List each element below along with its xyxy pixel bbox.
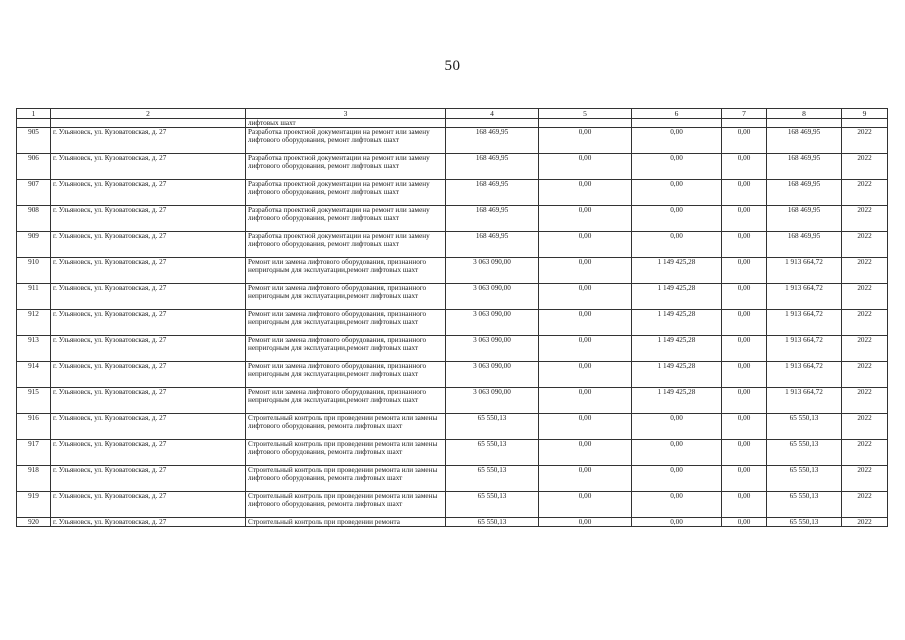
row-year: 2022 — [842, 284, 888, 310]
row-total-cost: 168 469,95 — [446, 154, 539, 180]
row-year: 2022 — [842, 336, 888, 362]
row-cost-col6: 1 149 425,28 — [632, 362, 722, 388]
row-year: 2022 — [842, 258, 888, 284]
table-row — [17, 284, 888, 310]
row-number: 906 — [17, 154, 51, 180]
row-total-cost: 65 550,13 — [446, 518, 539, 527]
row-cost-col8: 1 913 664,72 — [767, 336, 842, 362]
column-header: 3 — [246, 109, 446, 119]
row-work-type: Ремонт или замена лифтового оборудования, признанного непригодным для эксплуатации,ремонт лифтовых шахт — [246, 310, 446, 336]
column-header: 1 — [17, 109, 51, 119]
row-number: 911 — [17, 284, 51, 310]
row-cost-col5: 0,00 — [539, 154, 632, 180]
row-year: 2022 — [842, 206, 888, 232]
row-total-cost: 65 550,13 — [446, 440, 539, 466]
row-cost-col7: 0,00 — [722, 414, 767, 440]
row-total-cost: 3 063 090,00 — [446, 336, 539, 362]
table-row — [17, 180, 888, 206]
row-year: 2022 — [842, 440, 888, 466]
row-work-type: Ремонт или замена лифтового оборудования, признанного непригодным для эксплуатации,ремонт лифтовых шахт — [246, 258, 446, 284]
row-address: г. Ульяновск, ул. Кузоватовская, д. 27 — [51, 310, 246, 336]
row-cost-col7: 0,00 — [722, 154, 767, 180]
row-cost-col6: 0,00 — [632, 154, 722, 180]
table-row — [17, 310, 888, 336]
row-cost-col7: 0,00 — [722, 518, 767, 527]
row-address: г. Ульяновск, ул. Кузоватовская, д. 27 — [51, 336, 246, 362]
row-cost-col6: 0,00 — [632, 414, 722, 440]
row-cost-col8: 1 913 664,72 — [767, 284, 842, 310]
row-work-type: Строительный контроль при проведении ремонта или замены лифтового оборудования, ремонта лифтовых шахт — [246, 466, 446, 492]
row-number: 910 — [17, 258, 51, 284]
row-cost-col7: 0,00 — [722, 180, 767, 206]
row-number: 909 — [17, 232, 51, 258]
row-address: г. Ульяновск, ул. Кузоватовская, д. 27 — [51, 440, 246, 466]
row-cost-col5: 0,00 — [539, 388, 632, 414]
row-cost-col8: 168 469,95 — [767, 154, 842, 180]
table-row — [17, 492, 888, 518]
row-cost-col8: 1 913 664,72 — [767, 258, 842, 284]
column-header: 6 — [632, 109, 722, 119]
row-cost-col6: 0,00 — [632, 440, 722, 466]
row-total-cost: 3 063 090,00 — [446, 310, 539, 336]
row-cost-col6: 0,00 — [632, 518, 722, 527]
row-work-type: Строительный контроль при проведении ремонта или замены лифтового оборудования, ремонта лифтовых шахт — [246, 440, 446, 466]
row-total-cost: 65 550,13 — [446, 414, 539, 440]
row-total-cost: 168 469,95 — [446, 128, 539, 154]
row-number: 915 — [17, 388, 51, 414]
row-address: г. Ульяновск, ул. Кузоватовская, д. 27 — [51, 518, 246, 527]
row-year: 2022 — [842, 128, 888, 154]
row-cost-col5: 0,00 — [539, 466, 632, 492]
row-cost-col6: 0,00 — [632, 232, 722, 258]
table-row — [17, 388, 888, 414]
page-number: 50 — [444, 58, 461, 74]
row-address: г. Ульяновск, ул. Кузоватовская, д. 27 — [51, 128, 246, 154]
row-cost-col5: 0,00 — [539, 284, 632, 310]
row-year: 2022 — [842, 362, 888, 388]
row-year: 2022 — [842, 232, 888, 258]
row-number: 912 — [17, 310, 51, 336]
row-year: 2022 — [842, 414, 888, 440]
row-cost-col7: 0,00 — [722, 492, 767, 518]
row-cost-col8: 65 550,13 — [767, 440, 842, 466]
row-work-type: Разработка проектной документации на ремонт или замену лифтового оборудования, ремонт лифтовых шахт — [246, 180, 446, 206]
row-cost-col5: 0,00 — [539, 128, 632, 154]
row-work-type: Ремонт или замена лифтового оборудования, признанного непригодным для эксплуатации,ремонт лифтовых шахт — [246, 284, 446, 310]
row-cost-col6: 0,00 — [632, 180, 722, 206]
row-cost-col5: 0,00 — [539, 414, 632, 440]
row-cost-col8: 168 469,95 — [767, 128, 842, 154]
row-cost-col8: 1 913 664,72 — [767, 310, 842, 336]
row-cost-col7: 0,00 — [722, 362, 767, 388]
table-row — [17, 466, 888, 492]
row-cost-col6: 0,00 — [632, 492, 722, 518]
row-cost-col5: 0,00 — [539, 336, 632, 362]
row-address: г. Ульяновск, ул. Кузоватовская, д. 27 — [51, 180, 246, 206]
row-cost-col8: 168 469,95 — [767, 180, 842, 206]
row-number: 907 — [17, 180, 51, 206]
row-work-type: Разработка проектной документации на ремонт или замену лифтового оборудования, ремонт лифтовых шахт — [246, 232, 446, 258]
row-cost-col7: 0,00 — [722, 310, 767, 336]
row-cost-col7: 0,00 — [722, 258, 767, 284]
table-row — [17, 440, 888, 466]
row-cost-col7: 0,00 — [722, 284, 767, 310]
row-total-cost: 168 469,95 — [446, 180, 539, 206]
column-header: 7 — [722, 109, 767, 119]
row-address: г. Ульяновск, ул. Кузоватовская, д. 27 — [51, 362, 246, 388]
column-header: 4 — [446, 109, 539, 119]
continuation-text: лифтовых шахт — [246, 119, 446, 128]
row-address: г. Ульяновск, ул. Кузоватовская, д. 27 — [51, 154, 246, 180]
table-row — [17, 336, 888, 362]
row-work-type: Строительный контроль при проведении ремонта или замены лифтового оборудования, ремонта лифтовых шахт — [246, 414, 446, 440]
row-cost-col6: 0,00 — [632, 128, 722, 154]
row-address: г. Ульяновск, ул. Кузоватовская, д. 27 — [51, 284, 246, 310]
row-cost-col6: 0,00 — [632, 206, 722, 232]
row-number: 905 — [17, 128, 51, 154]
table-row — [17, 232, 888, 258]
row-work-type: Строительный контроль при проведении ремонта — [246, 518, 446, 527]
row-work-type: Ремонт или замена лифтового оборудования, признанного непригодным для эксплуатации,ремонт лифтовых шахт — [246, 336, 446, 362]
row-number: 918 — [17, 466, 51, 492]
row-cost-col8: 168 469,95 — [767, 232, 842, 258]
row-work-type: Разработка проектной документации на ремонт или замену лифтового оборудования, ремонт лифтовых шахт — [246, 206, 446, 232]
registry-table — [16, 108, 888, 527]
column-number-header — [17, 109, 888, 119]
row-cost-col6: 1 149 425,28 — [632, 284, 722, 310]
row-cost-col8: 65 550,13 — [767, 414, 842, 440]
row-address: г. Ульяновск, ул. Кузоватовская, д. 27 — [51, 232, 246, 258]
column-header: 5 — [539, 109, 632, 119]
row-cost-col8: 1 913 664,72 — [767, 388, 842, 414]
row-work-type: Ремонт или замена лифтового оборудования, признанного непригодным для эксплуатации,ремонт лифтовых шахт — [246, 388, 446, 414]
row-address: г. Ульяновск, ул. Кузоватовская, д. 27 — [51, 258, 246, 284]
row-year: 2022 — [842, 466, 888, 492]
row-number: 920 — [17, 518, 51, 527]
table-row — [17, 128, 888, 154]
table-row — [17, 414, 888, 440]
row-cost-col6: 1 149 425,28 — [632, 336, 722, 362]
row-cost-col7: 0,00 — [722, 232, 767, 258]
row-cost-col5: 0,00 — [539, 232, 632, 258]
row-total-cost: 168 469,95 — [446, 232, 539, 258]
row-work-type: Разработка проектной документации на ремонт или замену лифтового оборудования, ремонт лифтовых шахт — [246, 128, 446, 154]
continuation-row — [17, 119, 888, 128]
column-header: 2 — [51, 109, 246, 119]
row-total-cost: 3 063 090,00 — [446, 362, 539, 388]
row-cost-col5: 0,00 — [539, 310, 632, 336]
row-cost-col7: 0,00 — [722, 388, 767, 414]
row-cost-col5: 0,00 — [539, 258, 632, 284]
row-total-cost: 168 469,95 — [446, 206, 539, 232]
table-row — [17, 362, 888, 388]
row-cost-col5: 0,00 — [539, 362, 632, 388]
row-cost-col5: 0,00 — [539, 492, 632, 518]
row-total-cost: 3 063 090,00 — [446, 284, 539, 310]
row-year: 2022 — [842, 388, 888, 414]
column-header: 8 — [767, 109, 842, 119]
row-cost-col6: 0,00 — [632, 466, 722, 492]
row-number: 914 — [17, 362, 51, 388]
row-work-type: Строительный контроль при проведении ремонта или замены лифтового оборудования, ремонта лифтовых шахт — [246, 492, 446, 518]
row-address: г. Ульяновск, ул. Кузоватовская, д. 27 — [51, 466, 246, 492]
row-cost-col8: 1 913 664,72 — [767, 362, 842, 388]
row-cost-col8: 65 550,13 — [767, 466, 842, 492]
row-total-cost: 3 063 090,00 — [446, 258, 539, 284]
row-year: 2022 — [842, 180, 888, 206]
row-cost-col6: 1 149 425,28 — [632, 388, 722, 414]
table-row — [17, 258, 888, 284]
row-address: г. Ульяновск, ул. Кузоватовская, д. 27 — [51, 492, 246, 518]
row-number: 916 — [17, 414, 51, 440]
row-cost-col7: 0,00 — [722, 440, 767, 466]
table-row — [17, 206, 888, 232]
table-row — [17, 518, 888, 527]
table-row — [17, 154, 888, 180]
row-total-cost: 3 063 090,00 — [446, 388, 539, 414]
row-cost-col7: 0,00 — [722, 206, 767, 232]
row-cost-col8: 168 469,95 — [767, 206, 842, 232]
row-cost-col8: 65 550,13 — [767, 518, 842, 527]
row-cost-col7: 0,00 — [722, 336, 767, 362]
row-number: 919 — [17, 492, 51, 518]
row-year: 2022 — [842, 518, 888, 527]
row-cost-col5: 0,00 — [539, 518, 632, 527]
row-cost-col6: 1 149 425,28 — [632, 258, 722, 284]
row-work-type: Разработка проектной документации на ремонт или замену лифтового оборудования, ремонт лифтовых шахт — [246, 154, 446, 180]
row-year: 2022 — [842, 310, 888, 336]
row-total-cost: 65 550,13 — [446, 466, 539, 492]
row-cost-col7: 0,00 — [722, 466, 767, 492]
row-address: г. Ульяновск, ул. Кузоватовская, д. 27 — [51, 388, 246, 414]
row-number: 913 — [17, 336, 51, 362]
row-cost-col6: 1 149 425,28 — [632, 310, 722, 336]
row-number: 908 — [17, 206, 51, 232]
row-address: г. Ульяновск, ул. Кузоватовская, д. 27 — [51, 206, 246, 232]
row-cost-col5: 0,00 — [539, 440, 632, 466]
row-work-type: Ремонт или замена лифтового оборудования, признанного непригодным для эксплуатации,ремонт лифтовых шахт — [246, 362, 446, 388]
row-year: 2022 — [842, 492, 888, 518]
row-address: г. Ульяновск, ул. Кузоватовская, д. 27 — [51, 414, 246, 440]
column-header: 9 — [842, 109, 888, 119]
row-total-cost: 65 550,13 — [446, 492, 539, 518]
row-year: 2022 — [842, 154, 888, 180]
row-cost-col5: 0,00 — [539, 206, 632, 232]
row-cost-col7: 0,00 — [722, 128, 767, 154]
row-number: 917 — [17, 440, 51, 466]
row-cost-col8: 65 550,13 — [767, 492, 842, 518]
row-cost-col5: 0,00 — [539, 180, 632, 206]
